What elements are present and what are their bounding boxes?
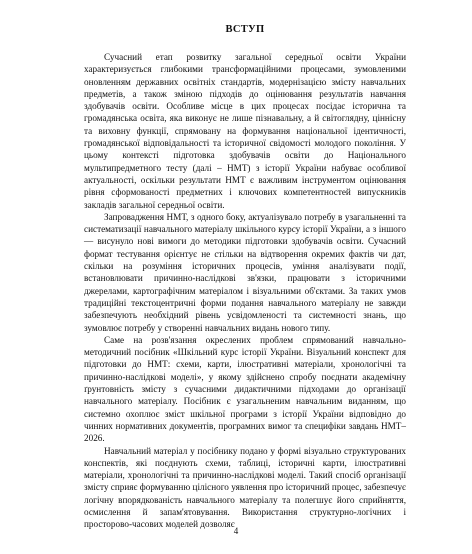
page-number: 4	[233, 526, 239, 536]
paragraph-2: Запровадження НМТ, з одного боку, актуалізувало потребу в узагальненні та систематизації навчального матеріалу шкільного курсу історії України, а з іншого — висунуло нові вимоги до методики підготовки здобувачів освіти. Сучасний формат тестування орієнтує не стільки на відтворення окремих фактів чи дат, скільки на розуміння історичних процесів, уміння аналізувати події, встановлювати причинно-наслідкові зв'язки, працювати з історичними джерелами, картографічним матеріалом і візуальними об'єктами. За таких умов традиційні текстоцентричні форми подання навчального матеріалу не завжди забезпечують необхідний рівень усвідомленості та системності знань, що зумовлює потребу у створенні навчальних видань нового типу.	[84, 211, 406, 333]
paragraph-1: Сучасний етап розвитку загальної середньої освіти України характеризується глибокими трансформаційними процесами, зумовленими оновленням державних освітніх стандартів, модернізацією змісту навчальних предметів, а також зміною підходів до оцінювання результатів навчання здобувачів освіти. Особливе місце в цих процесах посідає історична та громадянська освіта, яка виконує не лише пізнавальну, а й світоглядну, ціннісну та виховну функції, спрямовану на формування національної ідентичності, громадянської відповідальності та історичної свідомості молодого покоління. У цьому контексті підготовка здобувачів освіти до Національного мультипредметного тесту (далі – НМТ) з історії України набуває особливої актуальності, оскільки результати НМТ є важливим інструментом оцінювання рівня сформованості предметних і ключових компетентностей випускників закладів загальної середньої освіти.	[84, 52, 406, 210]
paragraph-3: Саме на розв'язання окреслених проблем спрямований навчально-методичний посібник «Шкільний курс історії України. Візуальний конспект для підготовки до НМТ: схеми, карти, ілюстративні матеріали, хронологічні та причинно-наслідкові моделі», у якому здійснено спробу поєднати академічну ґрунтовність змісту з сучасними дидактичними підходами до організації навчального матеріалу. Посібник є узагальненим навчальним виданням, що системно охоплює зміст шкільної програми з історії України відповідно до чинних нормативних документів, програмних вимог та специфіки завдань НМТ–2026.	[84, 334, 406, 444]
document-title: ВСТУП	[225, 24, 265, 35]
document-body	[84, 51, 406, 531]
paragraph-4: Навчальний матеріал у посібнику подано у формі візуально структурованих конспектів, які поєднують схеми, таблиці, історичні карти, ілюстративні матеріали, хронологічні та причинно-наслідкові моделі. Такий спосіб організації змісту сприяє формуванню цілісного уявлення про історичний процес, забезпечує логічну впорядкованість навчального матеріалу та полегшує його сприйняття, осмислення й запам'ятовування. Використання структурно-логічних і просторово-часових моделей дозволяє	[84, 445, 406, 530]
